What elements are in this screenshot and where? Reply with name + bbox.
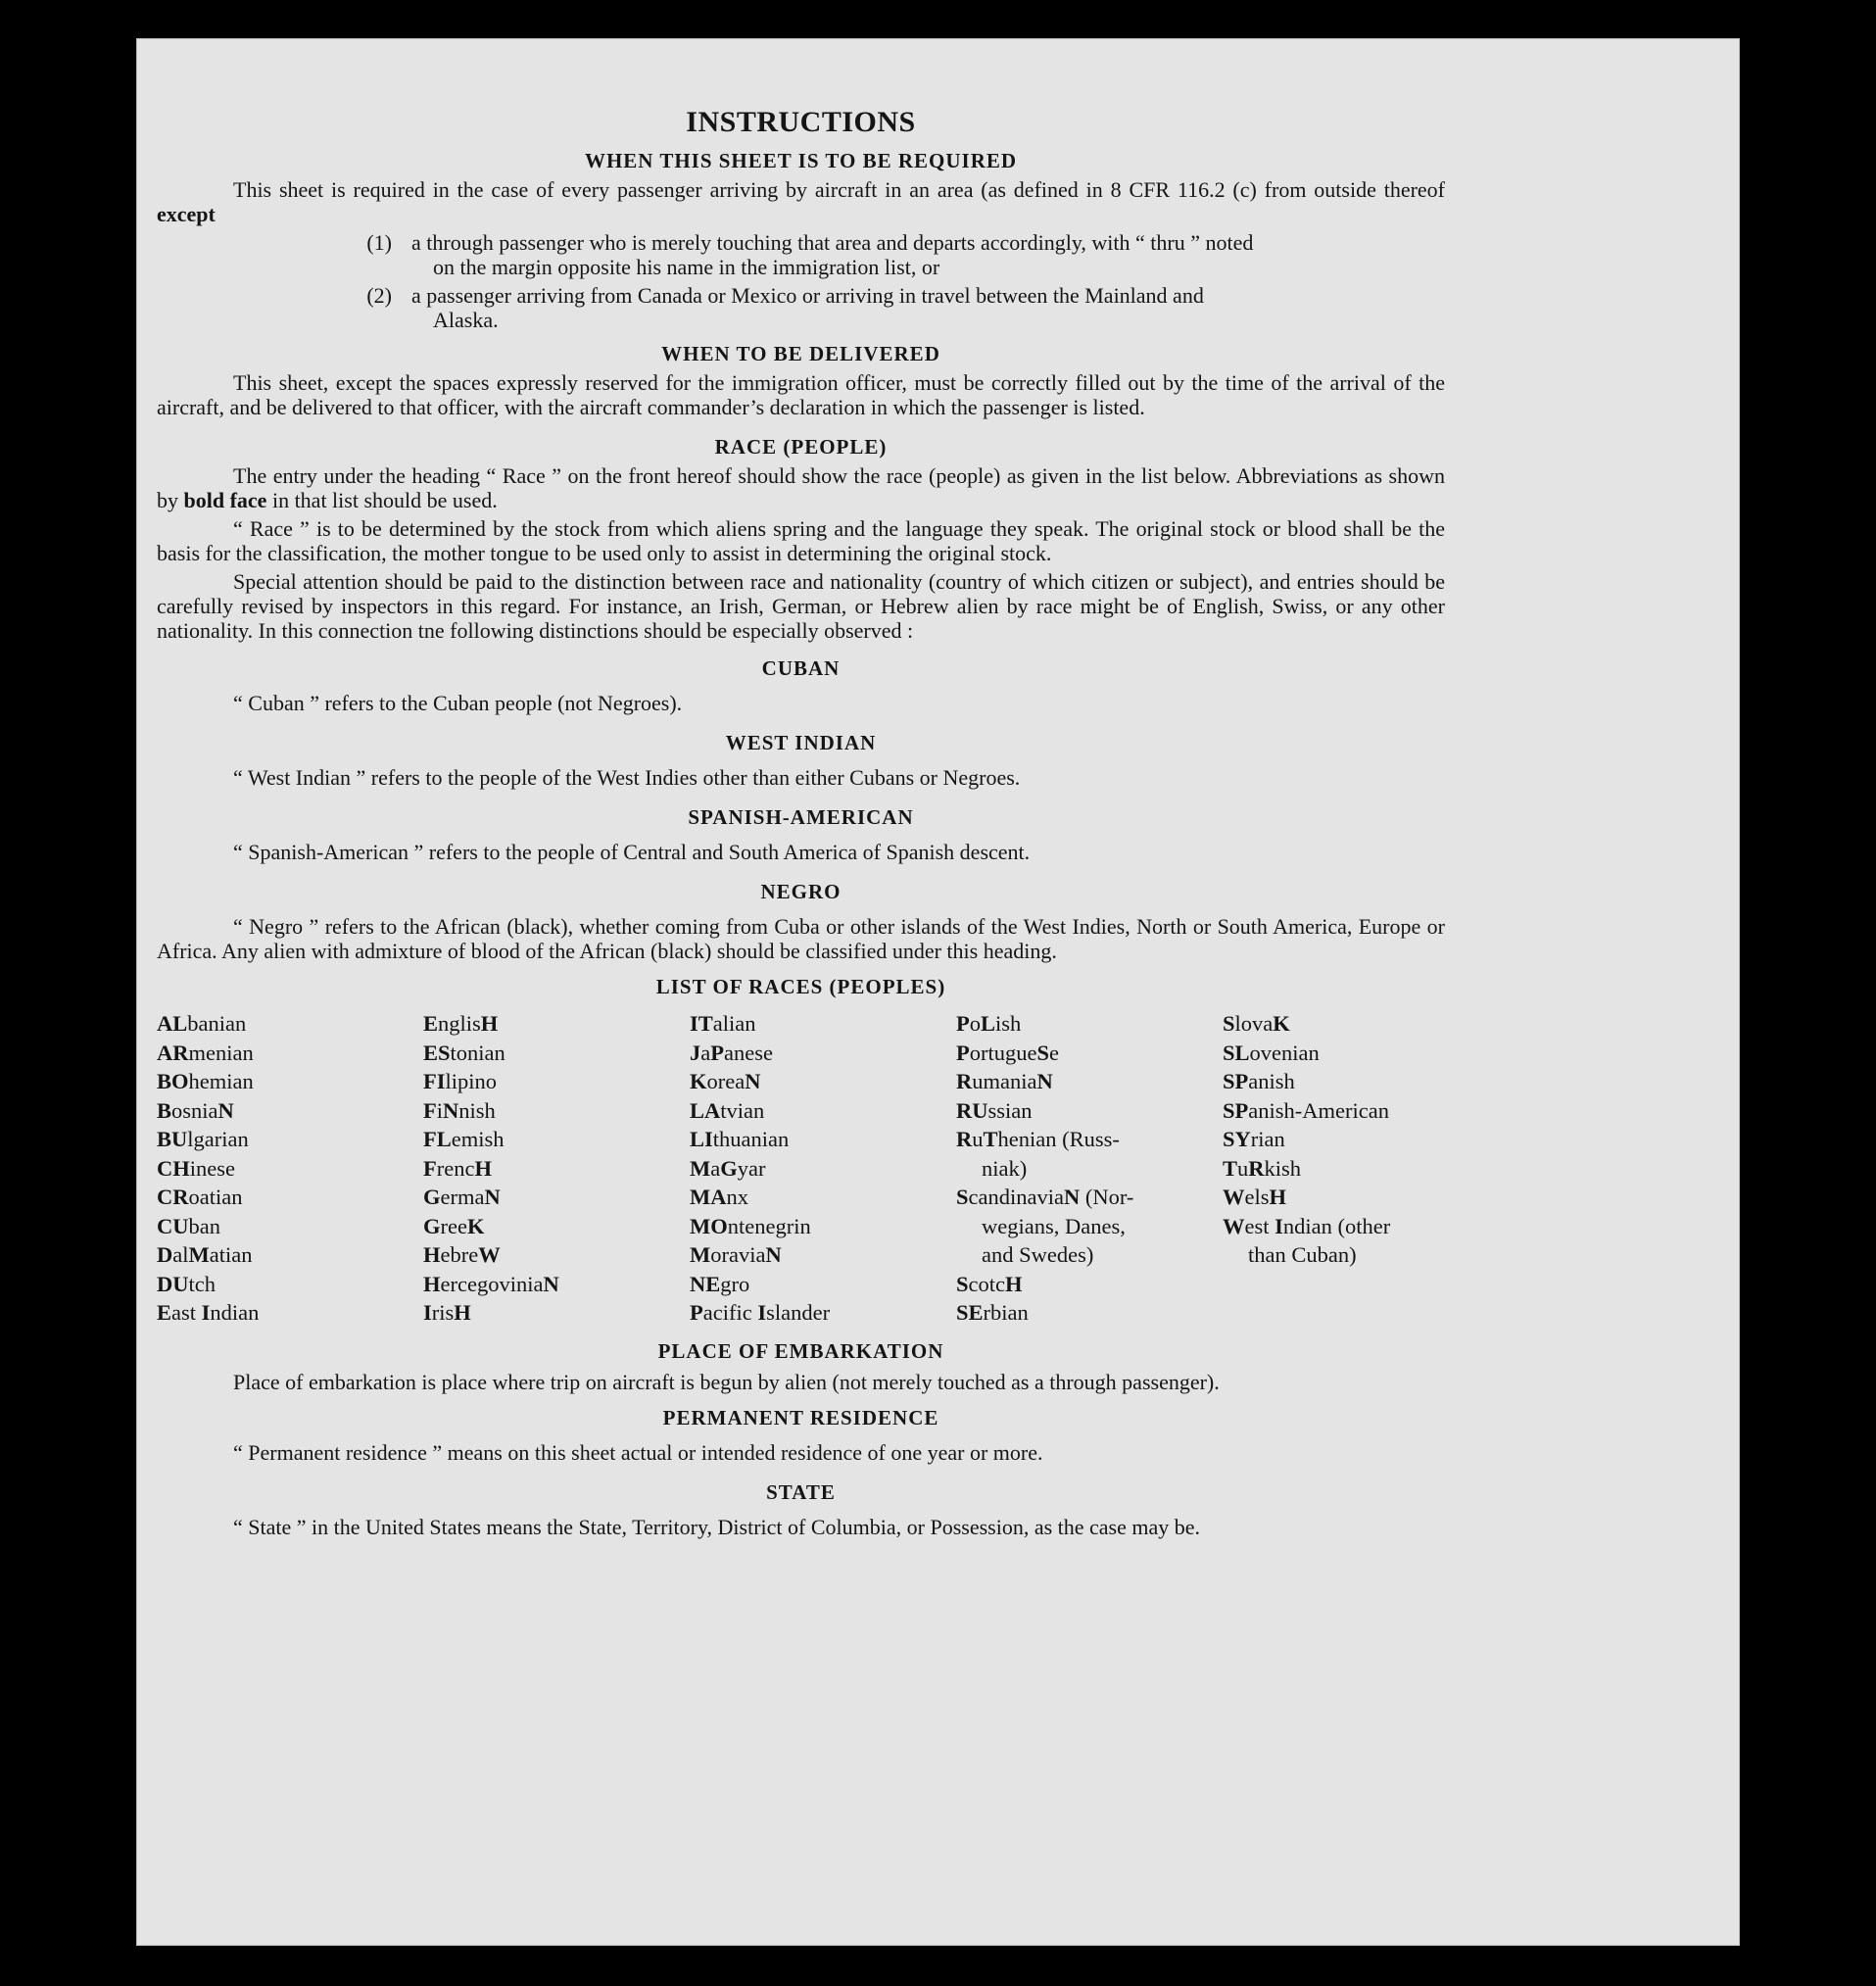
race-entry: and Swedes) [982,1242,1094,1267]
item-line: a through passenger who is merely touching that area and departs accordingly, with “ thru ” noted [411,230,1254,255]
paragraph-state: “ State ” in the United States means the State, Territory, District of Columbia, or Possession, as the case may be. [233,1514,1201,1539]
race-entry: FrencH [423,1155,492,1181]
race-entry: ALbanian [157,1011,247,1036]
heading-required: WHEN THIS SHEET IS TO BE REQUIRED [584,149,1018,172]
paragraph-race-1 [157,463,1445,512]
races-table [157,1009,1445,1328]
race-entry: ScandinaviaN (Nor- [956,1185,1134,1209]
races-column [1223,1009,1489,1328]
heading-spanish-american: SPANISH-AMERICAN [688,805,914,829]
race-entry: FiNnish [423,1097,496,1123]
race-entry: KoreaN [690,1069,761,1093]
paragraph-west-indian: “ West Indian ” refers to the people of the West Indies other than either Cubans or Negroes. [233,765,1021,790]
race-entry: MoraviaN [690,1242,782,1267]
item-number: (1) [366,230,392,255]
heading-embarkation: PLACE OF EMBARKATION [657,1338,944,1363]
race-entry: wegians, Danes, [982,1213,1126,1238]
race-entry: PortugueSe [956,1040,1059,1065]
heading-race: RACE (PEOPLE) [714,435,888,459]
race-entry: FLemish [423,1127,505,1151]
race-entry: IrisH [423,1300,471,1325]
list-item-2 [157,283,1445,332]
item-continuation: on the margin opposite his name in the immigration list, or [433,255,940,279]
race-entry: CUban [157,1213,220,1238]
item-number: (2) [366,283,392,308]
race-entry: FIlipino [423,1069,498,1093]
paragraph-required [157,177,1445,226]
races-column [423,1009,690,1328]
race-entry: ARmenian [157,1040,254,1065]
race-entry: GreeK [423,1213,485,1238]
heading-west-indian: WEST INDIAN [725,731,877,754]
race-entry: HercegoviniaN [423,1271,559,1296]
bold-except: except [157,202,216,226]
paragraph-text: This sheet is required in the case of every passenger arriving by aircraft in an area (as defined in 8 CFR 116.2 (c) from outside thereof [233,177,1445,202]
race-entry: SLovenian [1223,1040,1320,1065]
race-entry: SlovaK [1223,1011,1290,1036]
paragraph-cuban: “ Cuban ” refers to the Cuban people (not Negroes). [233,691,683,715]
race-entry: RuThenian (Russ- [956,1127,1120,1151]
race-entry: CRoatian [157,1185,243,1209]
paragraph-delivered: This sheet, except the spaces expressly reserved for the immigration officer, must be correctly filled out by the time of the arrival of the aircraft, and be delivered to that officer, with the aircraft commander’s declaration in which the passenger is listed. [157,370,1445,419]
race-entry: NEgro [690,1271,750,1296]
race-entry: LAtvian [690,1097,765,1123]
races-column [956,1009,1223,1328]
race-entry: JaPanese [690,1040,773,1065]
race-entry: MaGyar [690,1155,766,1181]
race-entry: RumaniaN [956,1069,1053,1093]
heading-residence: PERMANENT RESIDENCE [662,1405,939,1429]
item-text [411,230,1445,279]
paragraph-negro: “ Negro ” refers to the African (black), whether coming from Cuba or other islands of the West Indies, North or South America, Europe or Africa. Any alien with admixture of blood of the African (black) should be classified under this heading. [157,914,1445,963]
races-column [157,1009,423,1328]
race-entry: niak) [982,1155,1028,1181]
race-entry: LIthuanian [690,1127,790,1151]
race-entry: EStonian [423,1040,505,1065]
race-entry: TuRkish [1223,1155,1302,1181]
race-entry: DalMatian [157,1242,253,1267]
heading-cuban: CUBAN [761,656,841,680]
heading-list-of-races: LIST OF RACES (PEOPLES) [655,975,946,998]
race-entry: BUlgarian [157,1127,249,1151]
races-column [690,1009,956,1328]
race-entry: SPanish [1223,1069,1295,1093]
race-entry: MAnx [690,1185,748,1209]
race-entry: than Cuban) [1248,1242,1357,1267]
paragraph-spanish-american: “ Spanish-American ” refers to the people of Central and South America of Spanish descent. [233,840,1031,864]
race-entry: BOhemian [157,1069,254,1093]
race-entry: SYrian [1223,1127,1285,1151]
race-entry: GermaN [423,1185,501,1209]
heading-state: STATE [766,1479,836,1504]
race-entry: EnglisH [423,1011,499,1036]
paragraph-text: in that list should be used. [266,488,498,512]
item-line: a passenger arriving from Canada or Mexico or arriving in travel between the Mainland and [411,283,1204,308]
race-entry: Pacific Islander [690,1300,831,1325]
race-entry: ITalian [690,1011,756,1036]
race-entry: HebreW [423,1242,501,1267]
item-text [411,283,1445,332]
page-title: INSTRUCTIONS [686,106,916,138]
race-entry: East Indian [157,1300,260,1325]
bold-face-text: bold face [183,488,267,512]
paragraph-embarkation: Place of embarkation is place where trip on aircraft is begun by alien (not merely touched as a through passenger). [233,1369,1220,1394]
list-item-1 [157,230,1445,279]
race-entry: DUtch [157,1271,216,1296]
race-entry: West Indian (other [1223,1213,1391,1238]
instructions-content [157,106,1445,1539]
race-entry: MOntenegrin [690,1213,811,1238]
paragraph-text: The entry under the heading “ Race ” on the front hereof should show the race (people) as given in the list below. Abbreviations as shown by [157,463,1445,512]
heading-delivered: WHEN TO BE DELIVERED [661,342,940,365]
race-entry: RUssian [956,1097,1033,1123]
paragraph-race-2: “ Race ” is to be determined by the stock from which aliens spring and the language they speak. The original stock or blood shall be the basis for the classification, the mother tongue to be used only to assist in determining the original stock. [157,516,1445,565]
race-entry: BosniaN [157,1097,234,1123]
race-entry: SErbian [956,1300,1029,1325]
race-entry: CHinese [157,1155,235,1181]
race-entry: PoLish [956,1011,1022,1036]
item-continuation: Alaska. [433,308,499,332]
race-entry: SPanish-American [1223,1097,1389,1123]
race-entry: WelsH [1223,1185,1287,1209]
paragraph-race-3: Special attention should be paid to the distinction between race and nationality (country of which citizen or subject), and entries should be carefully revised by inspectors in this regard. For instance, an Irish, German, or Hebrew alien by race might be of English, Swiss, or any other nationality. In this connection tne following distinctions should be especially observed : [157,569,1445,643]
heading-negro: NEGRO [760,880,842,903]
race-entry: ScotcH [956,1271,1023,1296]
paragraph-residence: “ Permanent residence ” means on this sheet actual or intended residence of one year or more. [233,1439,1043,1465]
